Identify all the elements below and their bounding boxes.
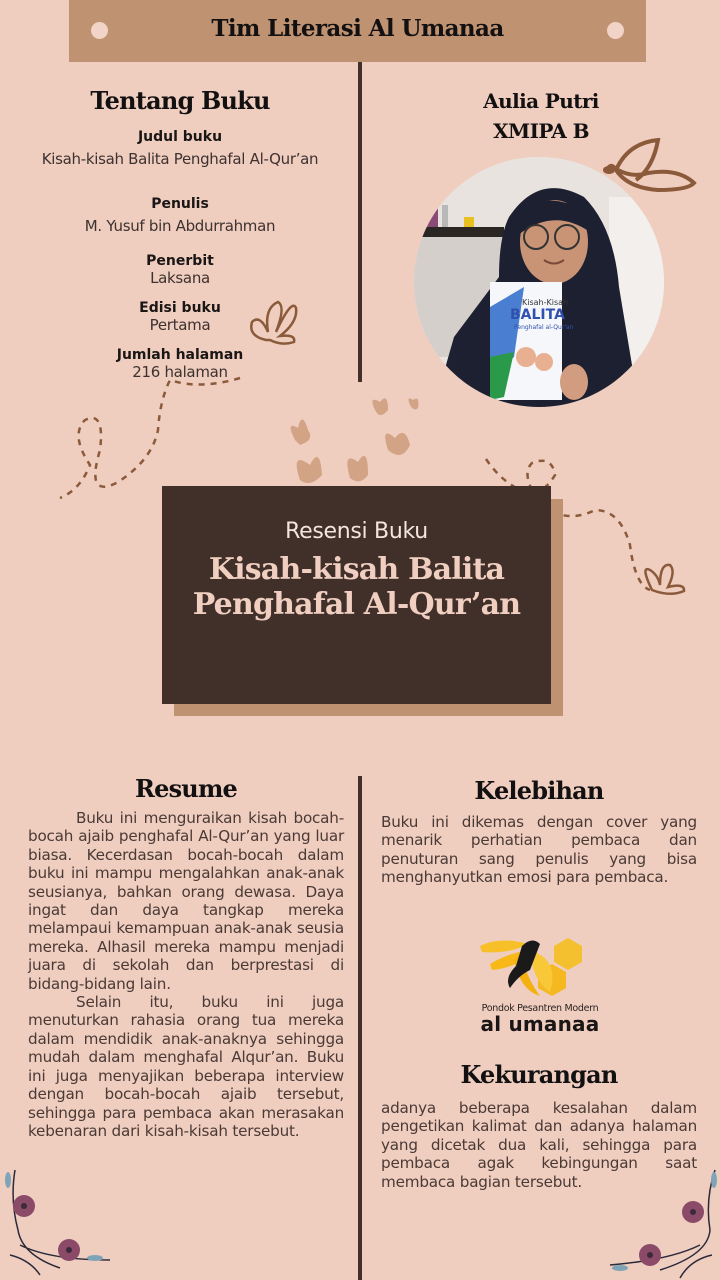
field-value: M. Yusuf bin Abdurrahman <box>84 217 276 235</box>
weaknesses-text: adanya beberapa kesalahan dalam pengetikan kalimat dan adanya halaman yang dicetak dua kali, sehingga para pembaca agak kebingungan saat membaca bagian tersebut. <box>381 1099 697 1191</box>
field-label: Penerbit <box>146 253 214 269</box>
bee-honeycomb-icon <box>470 930 610 1002</box>
svg-text:BALITA: BALITA <box>510 307 565 323</box>
field-value: Kisah-kisah Balita Penghafal Al-Qur’an <box>41 150 319 168</box>
floral-corner-left-icon <box>0 1160 120 1280</box>
field-label: Penulis <box>151 196 209 212</box>
butterfly-cluster-icon <box>280 390 440 490</box>
butterfly-outline-icon <box>598 138 698 213</box>
field-value: Pertama <box>149 316 211 334</box>
logo-subtitle: Pondok Pesantren Modern <box>481 1003 599 1014</box>
field-author <box>0 196 360 235</box>
strengths-heading: Kelebihan <box>474 776 604 805</box>
svg-text:Penghafal al-Qur'an: Penghafal al-Qur'an <box>514 324 574 331</box>
title-card-title: Kisah-kisah Balita Penghafal Al-Qur’an <box>192 552 521 622</box>
student-name: Aulia Putri <box>483 89 599 113</box>
dashed-trail-left <box>40 340 290 510</box>
resume-paragraph: Buku ini menguraikan kisah bocah-bocah ajaib penghafal Al-Qur’an yang luar biasa. Kecerdasan bocah-bocah dalam buku ini mampu mengalahkan anak-anak seusianya, bahkan orang dewasa. Daya ingat dan daya tangkap mereka melampaui kemampuan anak-anak seusia mereka. Alhasil mereka mampu menjadi juara di sekolah dan berprestasi di bidang-bidang lain. <box>28 809 344 993</box>
resume-section <box>28 774 344 1140</box>
field-label: Judul buku <box>137 129 223 145</box>
svg-text:Kisah-Kisah: Kisah-Kisah <box>522 298 569 307</box>
student-info <box>362 86 720 146</box>
about-book-section <box>0 86 360 381</box>
title-card <box>162 486 551 704</box>
about-heading: Tentang Buku <box>90 86 270 115</box>
strengths-text: Buku ini dikemas dengan cover yang menarik perhatian pembaca dan penuturan sang penulis yang bisa menghanyutkan emosi para pembaca. <box>381 813 697 887</box>
header-banner <box>69 0 646 62</box>
resume-heading: Resume <box>134 774 238 803</box>
banner-dot-right <box>607 22 624 39</box>
student-class: XMIPA B <box>493 119 589 143</box>
field-value: Laksana <box>150 269 210 287</box>
logo-name: al umanaa <box>480 1012 600 1036</box>
field-edition <box>0 300 360 334</box>
bottom-divider <box>358 776 362 1280</box>
resume-paragraph: Selain itu, buku ini juga menuturkan rahasia orang tua mereka dalam mendidik anak-anaknya sehingga mudah dalam menghafal Alqur’an. Buku ini juga menyajikan beberapa interview dengan bocah-bocah ajaib tersebut, sehingga para pembaca akan merasakan kebenaran dari kisah-kisah tersebut. <box>28 993 344 1140</box>
field-title <box>0 129 360 168</box>
weaknesses-heading: Kekurangan <box>460 1060 618 1089</box>
title-card-subtitle: Resensi Buku <box>285 519 428 544</box>
header-title: Tim Literasi Al Umanaa <box>211 15 504 42</box>
field-publisher <box>0 253 360 287</box>
school-logo <box>470 930 610 1040</box>
floral-corner-right-icon <box>600 1160 720 1280</box>
field-value: 216 halaman <box>132 363 228 381</box>
strengths-section <box>381 776 697 887</box>
field-label: Edisi buku <box>139 300 221 316</box>
field-label: Jumlah halaman <box>116 347 244 363</box>
